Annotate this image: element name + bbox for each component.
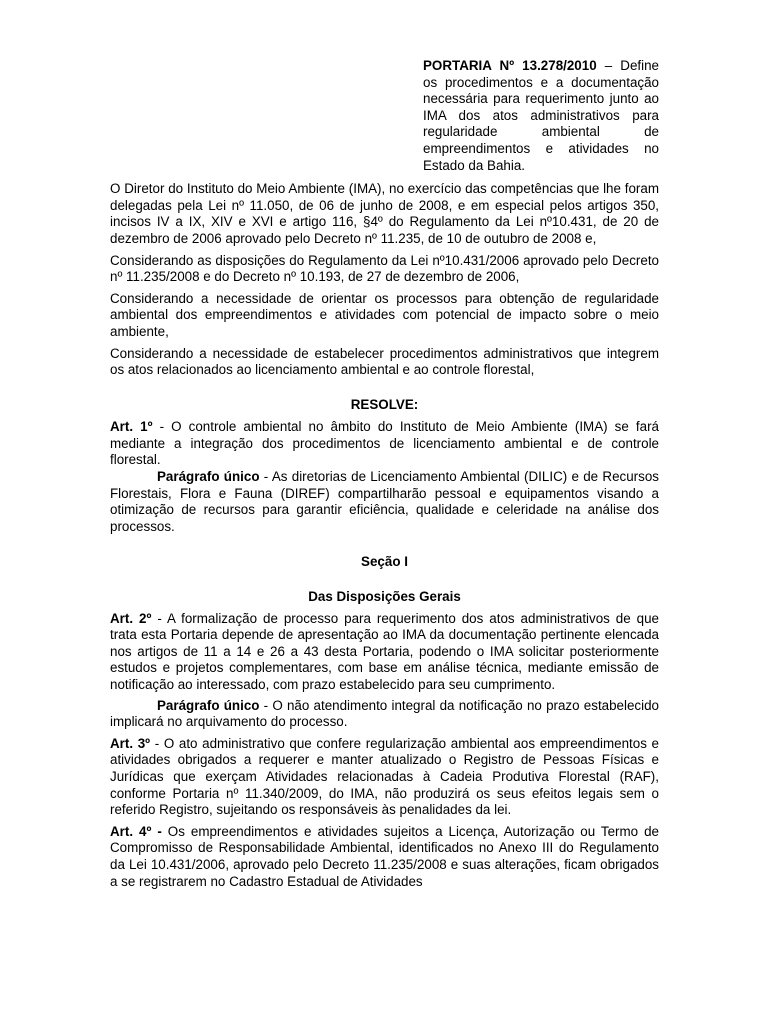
document-page — [110, 58, 659, 890]
paragraph-label: Parágrafo único — [157, 697, 260, 713]
article-text: - A formalização de processo para requerimento dos atos administrativos de que trata esta Portaria depende de apresentação ao IMA da documentação pertinente elencada nos artigos de 11 a 14 e 26 a 43 desta Portaria, podendo o IMA solicitar posteriormente estudos e projetos complementares, com base em análise técnica, mediante emissão de notificação ao interessado, com prazo estabelecido para seu cumprimento. — [110, 610, 659, 692]
article-1 — [110, 419, 659, 469]
preamble-paragraph: Considerando a necessidade de estabelecer procedimentos administrativos que integrem os atos relacionados ao licenciamento ambiental e ao controle florestal, — [110, 345, 659, 378]
article-label: Art. 1º — [110, 419, 153, 435]
paragraph-label: Parágrafo único — [157, 469, 260, 485]
preamble-paragraph: Considerando as disposições do Regulamento da Lei nº10.431/2006 aprovado pelo Decreto nº 11.235/2008 e do Decreto nº 10.193, de 27 de dezembro de 2006, — [110, 252, 659, 285]
article-2-paragraph — [110, 698, 659, 731]
preamble-paragraph: O Diretor do Instituto do Meio Ambiente (IMA), no exercício das competências que lhe foram delegadas pela Lei nº 11.050, de 06 de junho de 2008, e em especial pelos artigos 350, incisos IV a IX, XIV e XVI e artigo 116, §4º do Regulamento da Lei nº10.431, de 20 de dezembro de 2006 aprovado pelo Decreto nº 11.235, de 10 de outubro de 2008 e, — [110, 181, 659, 246]
article-text: - O controle ambiental no âmbito do Instituto de Meio Ambiente (IMA) se fará mediante a integração dos procedimentos de licenciamento ambiental e de controle florestal. — [110, 419, 659, 468]
section-subtitle: Das Disposições Gerais — [308, 589, 461, 605]
article-2 — [110, 611, 659, 694]
preamble-paragraph: Considerando a necessidade de orientar os processos para obtenção de regularidade ambiental dos empreendimentos e atividades com potencial de impacto sobre o meio ambiente, — [110, 290, 659, 339]
ementa-text: – Define os procedimentos e a documentação necessária para requerimento junto ao IMA dos atos administrativos para regularidade ambiental de empreendimentos e atividades no Estado da Bahia. — [423, 58, 659, 173]
paragraph-text: - As diretorias de Licenciamento Ambiental (DILIC) e de Recursos Florestais, Flora e Fauna (DIREF) compartilharão pessoal e equipamentos visando a otimização de recursos para garantir eficiência, qualidade e celeridade na análise dos processos. — [110, 469, 659, 534]
paragraph-text: - O não atendimento integral da notificação no prazo estabelecido implicará no arquivamento do processo. — [110, 697, 659, 730]
portaria-title: PORTARIA Nº 13.278/2010 — [423, 58, 597, 73]
article-4 — [110, 824, 659, 890]
resolve-heading: RESOLVE: — [350, 396, 419, 412]
article-label: Art. 4º - — [110, 823, 162, 839]
article-text: - O ato administrativo que confere regularização ambiental aos empreendimentos e atividades obrigados a requerer e manter atualizado o Registro de Pessoas Físicas e Jurídicas que exerçam Atividades relacionadas à Cadeia Produtiva Florestal (RAF), conforme Portaria nº 11.340/2009, do IMA, não produzirá os seus efeitos legais sem o referido Registro, sujeitando os responsáveis às penalidades da lei. — [110, 735, 660, 818]
article-1-paragraph — [110, 469, 659, 535]
section-title: Seção I — [361, 554, 408, 570]
article-text: Os empreendimentos e atividades sujeitos a Licença, Autorização ou Termo de Compromisso de Responsabilidade Ambiental, identificados no Anexo III do Regulamento da Lei 10.431/2006, aprovado pelo Decreto 11.235/2008 e suas alterações, ficam obrigados a se registrarem no Cadastro Estadual de Atividades — [110, 823, 659, 889]
article-3 — [110, 736, 659, 819]
article-label: Art. 2º — [110, 610, 152, 626]
ementa — [423, 58, 659, 174]
article-label: Art. 3º — [110, 735, 151, 751]
